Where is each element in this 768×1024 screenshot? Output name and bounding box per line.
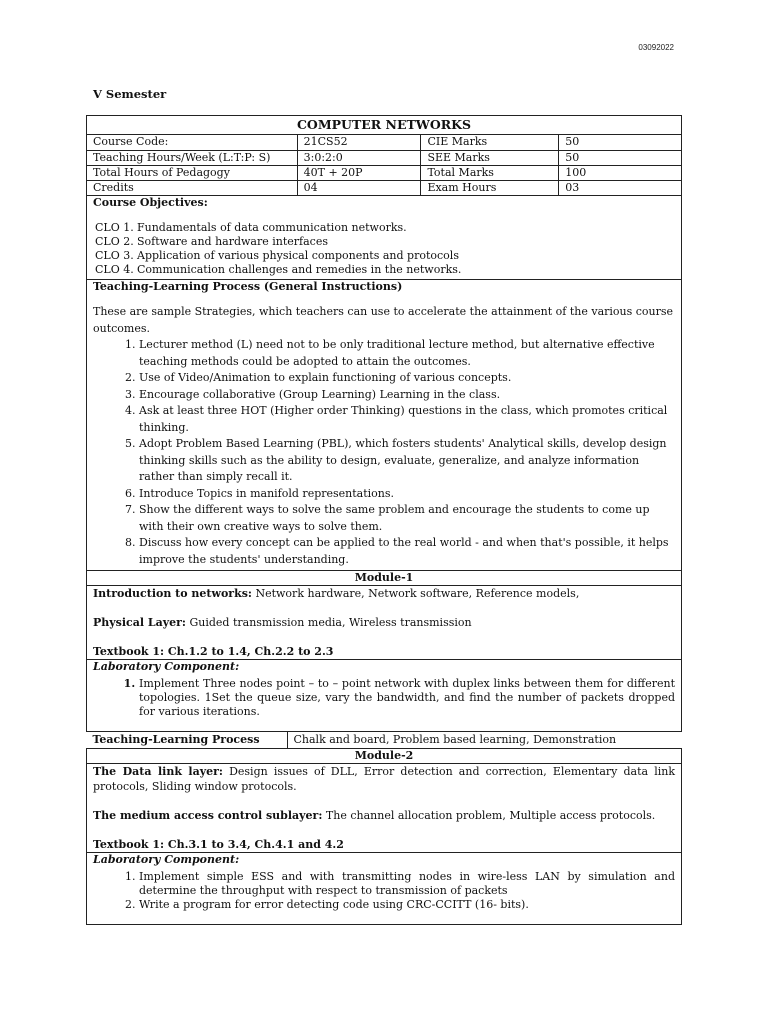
- lab-item: 2. Write a program for error detecting code using CRC-CCITT (16- bits).: [139, 898, 675, 912]
- course-objectives-list: [93, 221, 675, 277]
- module-2-textbook: Textbook 1: Ch.3.1 to 3.4, Ch.4.1 and 4.2: [93, 838, 344, 852]
- course-info-value-2: 50: [559, 135, 682, 150]
- syllabus-table: [86, 115, 682, 925]
- module-1-title: Module-1: [87, 571, 682, 586]
- teaching-learning-heading: Teaching-Learning Process (General Instructions): [93, 279, 403, 293]
- course-objectives-section: [87, 196, 682, 279]
- course-objective-number: CLO 1.: [95, 220, 134, 234]
- lab-item: 1. Implement simple ESS and with transmitting nodes in wire-less LAN by simulation and determine the throughput with respect to transmission of packets: [139, 870, 675, 898]
- course-objective-number: CLO 4.: [95, 262, 134, 276]
- course-info-value: 21CS52: [297, 135, 421, 150]
- course-objective-number: CLO 2.: [95, 234, 134, 248]
- module-1-topic-1-text: Network hardware, Network software, Reference models,: [251, 587, 580, 601]
- course-info-label: Total Hours of Pedagogy: [87, 165, 298, 180]
- course-info-value-2: 50: [559, 150, 682, 165]
- semester-heading: V Semester: [93, 87, 167, 101]
- module-2-topic-1-text: Design issues of DLL, Error detection and correction, Elementary data link protocols, Sliding window protocols.: [93, 765, 675, 794]
- course-objective-text: Software and hardware interfaces: [137, 234, 328, 248]
- module-1-content: [87, 586, 682, 660]
- module-1-tlp-value: Chalk and board, Problem based learning, Demonstration: [293, 732, 617, 746]
- teaching-learning-general-section: [87, 279, 682, 570]
- course-objective-text: Communication challenges and remedies in the networks.: [137, 262, 462, 276]
- course-info-label-2: Exam Hours: [421, 181, 559, 196]
- course-info-row: [87, 135, 682, 150]
- course-info-value-2: 100: [559, 165, 682, 180]
- course-objectives-heading: Course Objectives:: [93, 196, 208, 210]
- module-2-content: [87, 764, 682, 853]
- module-2-lab-section: [87, 853, 682, 924]
- lab-item: 1. Implement Three nodes point – to – point network with duplex links between them for different topologies. 1Set the queue size, vary the bandwidth, and find the number of packets dropped for various iterations.: [139, 677, 675, 719]
- strategy-item: 3. Encourage collaborative (Group Learning) Learning in the class.: [139, 387, 675, 404]
- course-info-label: Credits: [87, 181, 298, 196]
- module-1-teaching-learning-row: [87, 731, 682, 748]
- strategy-item: 6. Introduce Topics in manifold representations.: [139, 486, 675, 503]
- course-info-value-2: 03: [559, 181, 682, 196]
- course-objective-item: [95, 221, 675, 235]
- course-info-value: 04: [297, 181, 421, 196]
- module-2-lab-heading: Laboratory Component:: [93, 853, 240, 867]
- course-objective-item: [95, 263, 675, 277]
- course-objective-text: Fundamentals of data communication networks.: [137, 220, 407, 234]
- module-2-topic-1-label: The Data link layer:: [93, 765, 223, 779]
- module-1-topic-2-text: Guided transmission media, Wireless transmission: [185, 616, 472, 630]
- course-title: COMPUTER NETWORKS: [87, 116, 682, 135]
- course-info-row: [87, 150, 682, 165]
- course-objective-item: [95, 249, 675, 263]
- document-id: 03092022: [638, 43, 674, 52]
- module-2-topic-2-label: The medium access control sublayer:: [93, 809, 323, 823]
- strategy-item: 2. Use of Video/Animation to explain functioning of various concepts.: [139, 370, 675, 387]
- course-info-label: Course Code:: [87, 135, 298, 150]
- module-1-lab-list: [93, 677, 675, 719]
- teaching-learning-intro: These are sample Strategies, which teachers can use to accelerate the attainment of the various course outcomes.: [93, 305, 674, 336]
- strategy-list: [93, 337, 675, 568]
- course-info-label: Teaching Hours/Week (L:T:P: S): [87, 150, 298, 165]
- module-2-lab-list: [93, 870, 675, 912]
- strategy-item: 4. Ask at least three HOT (Higher order Thinking) questions in the class, which promotes critical thinking.: [139, 403, 675, 436]
- course-objective-item: [95, 235, 675, 249]
- course-objective-text: Application of various physical components and protocols: [137, 248, 459, 262]
- strategy-item: 7. Show the different ways to solve the same problem and encourage the students to come up with their own creative ways to solve them.: [139, 502, 675, 535]
- module-1-lab-heading: Laboratory Component:: [93, 660, 240, 674]
- strategy-item: 5. Adopt Problem Based Learning (PBL), which fosters students' Analytical skills, develop design thinking skills such as the ability to design, evaluate, generalize, and analyze information rather than simply recall it.: [139, 436, 675, 486]
- module-1-textbook: Textbook 1: Ch.1.2 to 1.4, Ch.2.2 to 2.3: [93, 645, 334, 659]
- course-info-value: 3:0:2:0: [297, 150, 421, 165]
- module-2-title: Module-2: [87, 748, 682, 763]
- course-info-label-2: SEE Marks: [421, 150, 559, 165]
- strategy-item: 1. Lecturer method (L) need not to be only traditional lecture method, but alternative effective teaching methods could be adopted to attain the outcomes.: [139, 337, 675, 370]
- strategy-item: 8. Discuss how every concept can be applied to the real world - and when that's possible, it helps improve the students' understanding.: [139, 535, 675, 568]
- course-info: [87, 135, 682, 196]
- course-info-label-2: CIE Marks: [421, 135, 559, 150]
- course-info-value: 40T + 20P: [297, 165, 421, 180]
- course-info-row: [87, 165, 682, 180]
- course-info-row: [87, 181, 682, 196]
- module-1-lab-section: [87, 660, 682, 731]
- module-2-topic-2-text: The channel allocation problem, Multiple access protocols.: [322, 809, 656, 823]
- course-info-label-2: Total Marks: [421, 165, 559, 180]
- module-1-tlp-label: Teaching-Learning Process: [87, 732, 288, 748]
- course-objective-number: CLO 3.: [95, 248, 134, 262]
- module-1-topic-2-label: Physical Layer:: [93, 616, 186, 630]
- module-1-topic-1-label: Introduction to networks:: [93, 587, 252, 601]
